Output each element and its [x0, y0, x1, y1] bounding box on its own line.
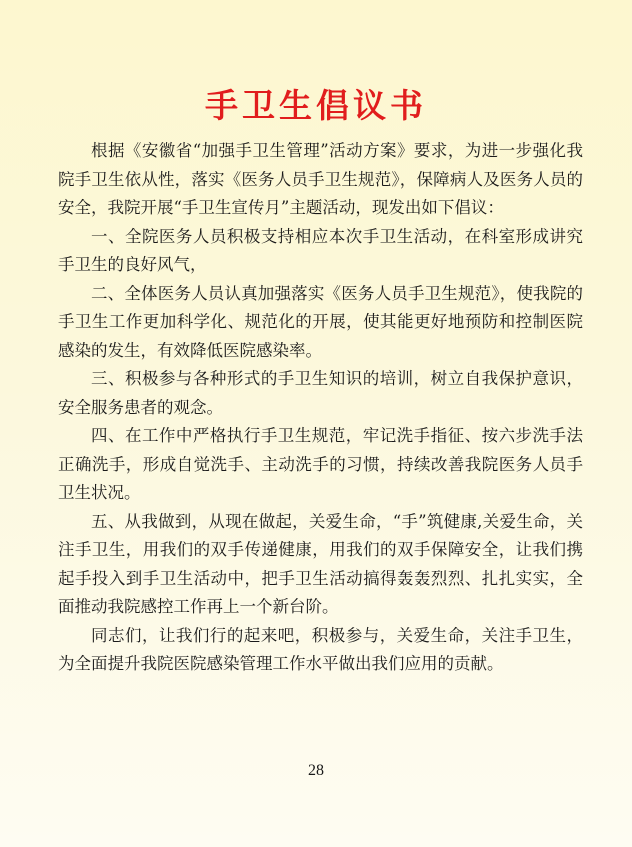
document-body: [58, 137, 583, 679]
closing-paragraph: 同志们，让我们行的起来吧，积极参与，关爱生命，关注手卫生，为全面提升我院医院感染管理工作水平做出我们应用的贡献。: [58, 625, 583, 673]
page-number: 28: [308, 762, 324, 779]
proposal-item-1: 一、全院医务人员积极支持相应本次手卫生活动，在科室形成讲究手卫生的良好风气，: [58, 226, 583, 274]
proposal-item-3: 三、积极参与各种形式的手卫生知识的培训，树立自我保护意识，安全服务患者的观念。: [58, 369, 583, 417]
document-title: 手卫生倡议书: [205, 86, 427, 125]
proposal-item-4: 四、在工作中严格执行手卫生规范，牢记洗手指征、按六步洗手法正确洗手，形成自觉洗手、主动洗手的习惯，持续改善我院医务人员手卫生状况。: [58, 426, 583, 502]
intro-paragraph: 根据《安徽省“加强手卫生管理”活动方案》要求，为进一步强化我院手卫生依从性，落实《医务人员手卫生规范》，保障病人及医务人员的安全，我院开展“手卫生宣传月”主题活动，现发出如下倡议：: [58, 141, 583, 217]
proposal-item-2: 二、全体医务人员认真加强落实《医务人员手卫生规范》，使我院的手卫生工作更加科学化、规范化的开展，使其能更好地预防和控制医院感染的发生，有效降低医院感染率。: [58, 283, 583, 360]
proposal-item-5: 五、从我做到，从现在做起，关爱生命，“手”筑健康,关爱生命，关注手卫生，用我们的双手传递健康，用我们的双手保障安全，让我们携起手投入到手卫生活动中，把手卫生活动搞得轰轰烈烈、扎扎实实，全面推动我院感控工作再上一个新台阶。: [58, 511, 583, 616]
